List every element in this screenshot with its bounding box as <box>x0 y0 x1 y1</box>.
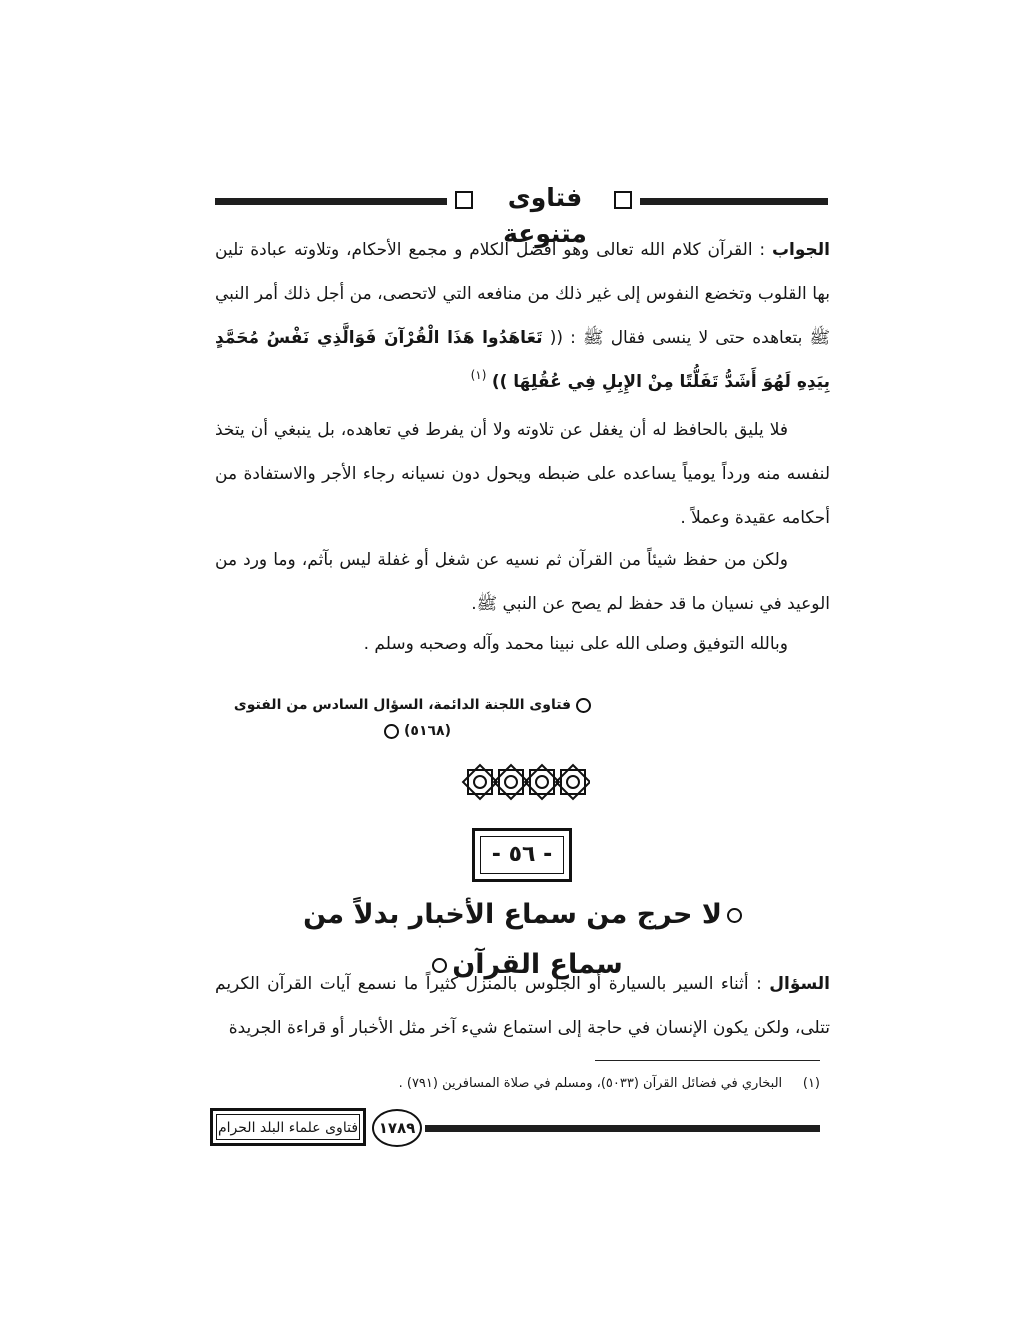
paragraph-3: وبالله التوفيق وصلى الله على نبينا محمد وآله وصحبه وسلم . <box>363 634 788 654</box>
ring-icon <box>576 698 591 713</box>
paragraph-1: فلا يليق بالحافظ له أن يغفل عن تلاوته ولا أن يفرط في تعاهده، بل ينبغي أن يتخذ لنفسه منه ورداً يومياً يساعده على ضبطه ويحول دون نسيانه رجاء الأجر والاستفادة من أحكامه عقيدة وعملاً . <box>215 420 830 528</box>
paragraph-2: ولكن من حفظ شيئاً من القرآن ثم نسيه عن شغل أو غفلة ليس بآثم، وما ورد من الوعيد في نسيان ما قد حفظ لم يصح عن النبي ﷺ. <box>215 550 830 614</box>
footnote-text: البخاري في فضائل القرآن (٥٠٣٣)، ومسلم في صلاة المسافرين (٧٩١) . <box>398 1076 783 1091</box>
question-paragraph <box>215 962 830 1050</box>
footnote-rule <box>595 1060 820 1061</box>
fatwa-number-box <box>472 828 572 882</box>
question-title-line <box>275 890 775 980</box>
footnote-number: (١) <box>802 1076 820 1091</box>
hadith-text: تَعَاهَدُوا هَذَا الْقُرْآنَ فَوَالَّذِي نَفْسُ مُحَمَّدٍ بِيَدِهِ لَهُوَ أَشَدُّ تَفَلُّتًا مِنْ الإِبِلِ فِي عُقُلِهَا )) <box>215 328 830 392</box>
star-icon <box>525 765 559 799</box>
header-title: فتاوى متنوعة <box>503 183 587 248</box>
ring-icon <box>727 908 742 923</box>
answer-label: الجواب <box>771 240 830 260</box>
answer-text: : القرآن كلام الله تعالى وهو أفضل الكلام و مجمع الأحكام، وتلاوته عبادة تلين بها القلوب وتخضع النفوس إلى غير ذلك من منافعه التي لاتحصى، من أجل ذلك أمر النبي ﷺ بتعاهده حتى لا ينسى فقال ﷺ : (( <box>215 240 830 348</box>
page-number: ١٧٨٩ <box>372 1109 422 1147</box>
footer-rule <box>425 1125 820 1132</box>
book-title: فتاوى علماء البلد الحرام <box>216 1114 360 1140</box>
header-square-right <box>614 191 632 209</box>
footnote-ref: (١) <box>470 368 487 382</box>
source-line <box>215 692 615 739</box>
question-label: السؤال <box>769 974 830 994</box>
book-title-box <box>210 1108 366 1146</box>
ring-icon <box>384 724 399 739</box>
question-text: : أثناء السير بالسيارة أو الجلوس بالمنزل كثيراً ما نسمع آيات القرآن الكريم تتلى، ولكن يكون الإنسان في حاجة إلى استماع شيء آخر مثل الأخبار أو قراءة الجريدة <box>215 974 830 1038</box>
fatwa-number: - ٥٦ - <box>480 836 564 874</box>
source-text: فتاوى اللجنة الدائمة، السؤال السادس من الفتوى (٥١٦٨) <box>233 697 572 739</box>
star-icon <box>494 765 528 799</box>
answer-paragraph <box>215 228 830 405</box>
header-rule-right <box>640 198 828 205</box>
star-icon <box>463 765 497 799</box>
star-icon <box>556 765 590 799</box>
question-title: لا حرج من سماع الأخبار بدلاً من سماع القرآن <box>303 899 722 980</box>
footnote <box>330 1072 820 1096</box>
header-rule-left <box>215 198 447 205</box>
header-square-left <box>455 191 473 209</box>
ornament-stars <box>460 762 590 804</box>
